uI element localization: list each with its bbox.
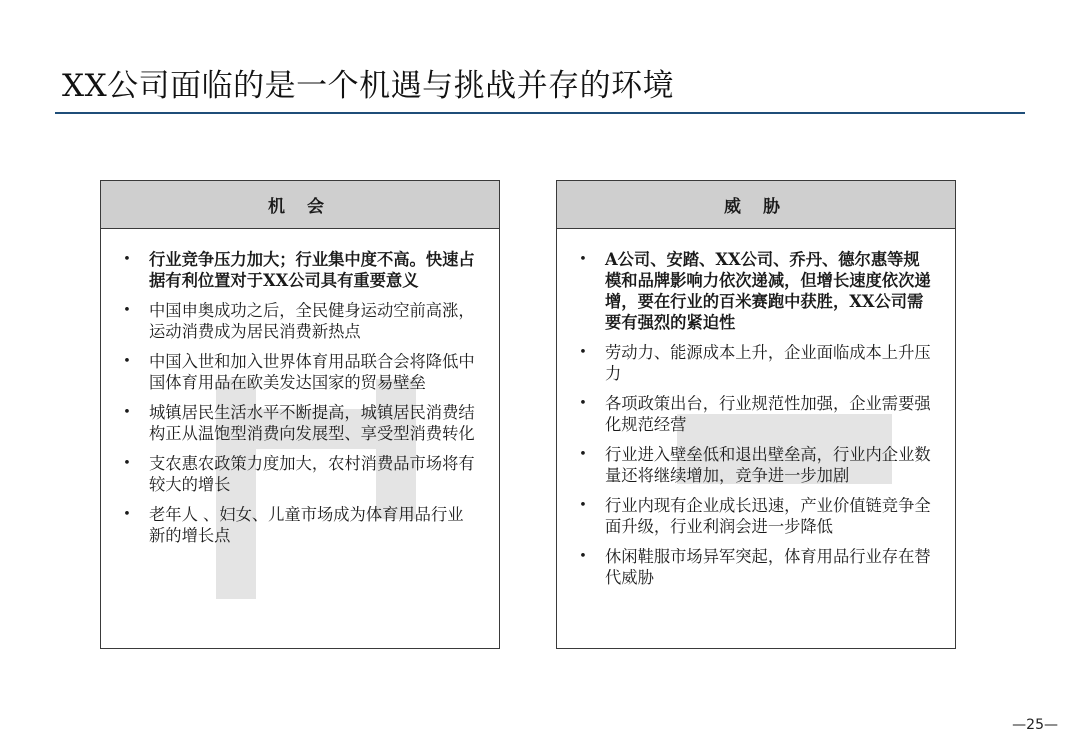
threats-item [577,444,935,486]
bullet-icon: • [579,498,587,513]
threats-item-text: 行业内现有企业成长迅速，产业价值链竞争全面升级，行业利润会进一步降低 [605,496,931,536]
threats-item [577,546,935,588]
opportunities-list [101,229,499,546]
opportunities-item [121,453,479,495]
bullet-icon: • [123,354,131,369]
opportunities-item [121,402,479,444]
bullet-icon: • [579,396,587,411]
opportunities-item-text: 支农惠农政策力度加大，农村消费品市场将有较大的增长 [149,454,475,494]
opportunities-item-text: 中国入世和加入世界体育用品联合会将降低中国体育用品在欧美发达国家的贸易壁垒 [149,352,475,392]
bullet-icon: • [123,507,131,522]
bullet-icon: • [579,549,587,564]
opportunities-item [121,504,479,546]
opportunities-panel [100,180,500,649]
threats-list [557,229,955,588]
threats-item [577,342,935,384]
bullet-icon: • [123,303,131,318]
bullet-icon: • [579,447,587,462]
threats-item-text: 休闲鞋服市场异军突起，体育用品行业存在替代威胁 [605,547,931,587]
threats-body [557,229,955,649]
title-divider [55,112,1025,114]
threats-panel [556,180,956,649]
opportunities-item [121,351,479,393]
threats-item [577,249,935,333]
threats-item [577,495,935,537]
opportunities-item-text: 城镇居民生活水平不断提高，城镇居民消费结构正从温饱型消费向发展型、享受型消费转化 [149,403,475,443]
opportunities-item-text: 行业竞争压力加大；行业集中度不高。快速占据有利位置对于XX公司具有重要意义 [149,250,475,290]
opportunities-item-text: 中国申奥成功之后，全民健身运动空前高涨，运动消费成为居民消费新热点 [149,301,475,341]
threats-item-text: 各项政策出台，行业规范性加强，企业需要强化规范经营 [605,394,931,434]
threats-header: 威 胁 [557,181,955,229]
opportunities-header: 机 会 [101,181,499,229]
bullet-icon: • [123,252,131,267]
threats-item-text: A公司、安踏、XX公司、乔丹、德尔惠等规模和品牌影响力依次递减，但增长速度依次递增，要在行业的百米赛跑中获胜，XX公司需要有强烈的紧迫性 [605,250,931,332]
page-number: —25— [1012,717,1058,733]
threats-item [577,393,935,435]
bullet-icon: • [123,456,131,471]
bullet-icon: • [579,252,587,267]
threats-item-text: 劳动力、能源成本上升，企业面临成本上升压力 [605,343,931,383]
opportunities-body [101,229,499,649]
opportunities-item [121,249,479,291]
bullet-icon: • [579,345,587,360]
opportunities-item-text: 老年人 、妇女、儿童市场成为体育用品行业新的增长点 [149,505,464,545]
page-title: XX公司面临的是一个机遇与挑战并存的环境 [62,68,675,104]
threats-item-text: 行业进入壁垒低和退出壁垒高，行业内企业数量还将继续增加，竞争进一步加剧 [605,445,931,485]
opportunities-item [121,300,479,342]
bullet-icon: • [123,405,131,420]
